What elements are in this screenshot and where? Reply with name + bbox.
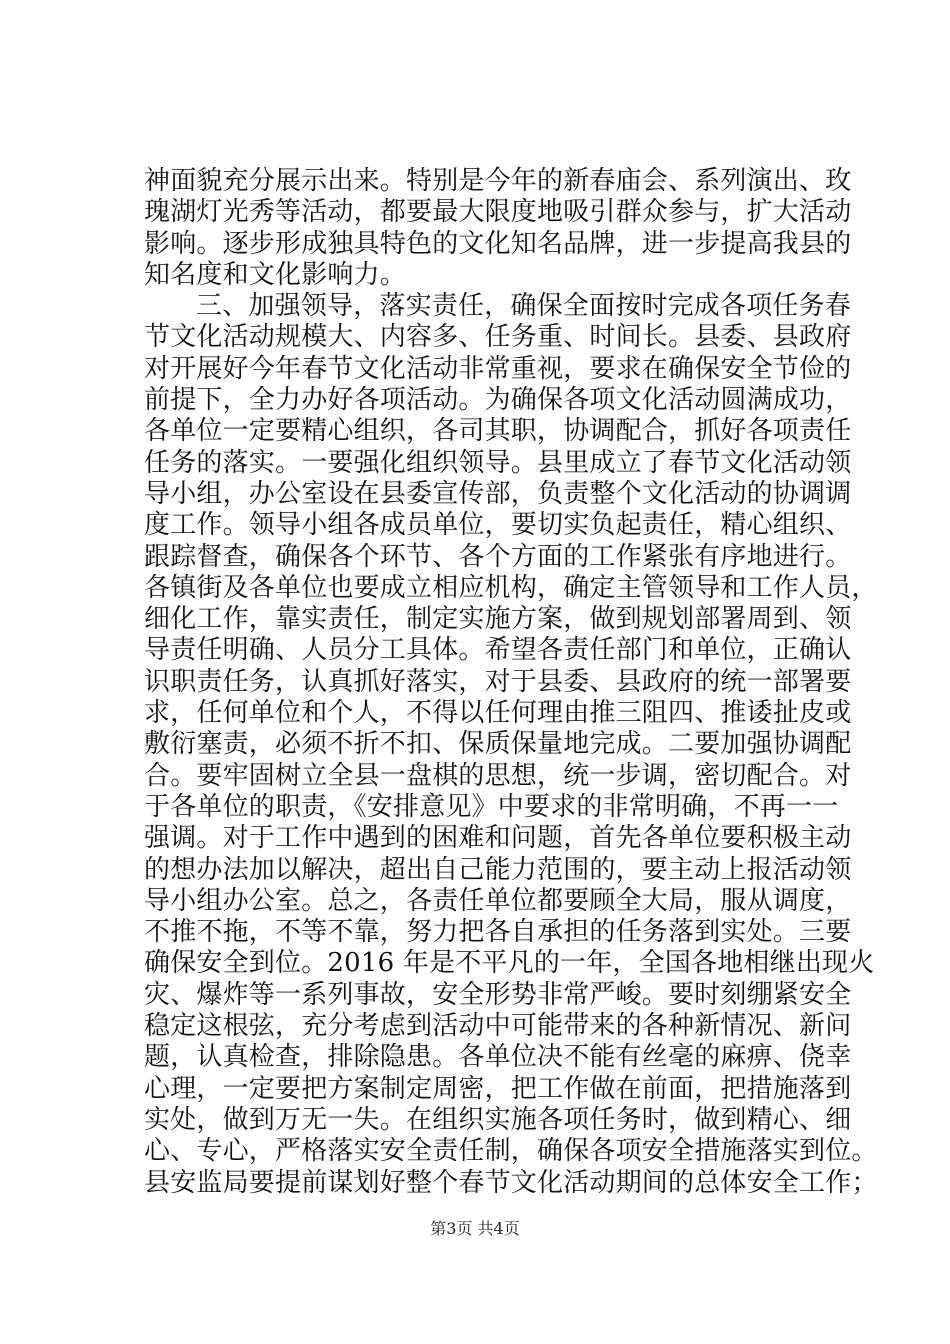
text-line: 度工作。领导小组各成员单位，要切实负起责任，精心组织、	[144, 510, 852, 541]
text-line: 神面貌充分展示出来。特别是今年的新春庙会、系列演出、玫	[144, 166, 852, 196]
text-line: 心理，一定要把方案制定周密，把工作做在前面，把措施落到	[144, 1073, 852, 1104]
paragraph-1	[144, 166, 852, 291]
text-line: 不推不拖，不等不靠，努力把各自承担的任务落到实处。三要	[144, 917, 852, 948]
text-line: 求，任何单位和个人，不得以任何理由推三阻四、推诿扯皮或	[144, 698, 852, 729]
text-line: 前提下，全力办好各项活动。为确保各项文化活动圆满成功，	[144, 385, 852, 416]
page-footer	[0, 1216, 950, 1239]
text-line: 三、加强领导，落实责任，确保全面按时完成各项任务春	[196, 291, 852, 322]
text-line: 导小组，办公室设在县委宣传部，负责整个文化活动的协调调	[144, 478, 852, 509]
text-line: 知名度和文化影响力。	[144, 259, 407, 290]
text-line: 各单位一定要精心组织，各司其职，协调配合，抓好各项责任	[144, 416, 852, 447]
text-line: 确保安全到位。2016 年是不平凡的一年，全国各地相继出现火	[144, 948, 875, 979]
text-line: 题，认真检查，排除隐患。各单位决不能有丝毫的麻痹、侥幸	[144, 1042, 852, 1073]
text-line: 县安监局要提前谋划好整个春节文化活动期间的总体安全工作；	[144, 1167, 878, 1198]
text-line: 实处，做到万无一失。在组织实施各项任务时，做到精心、细	[144, 1104, 852, 1135]
text-line: 对开展好今年春节文化活动非常重视，要求在确保安全节俭的	[144, 353, 852, 384]
text-line: 瑰湖灯光秀等活动，都要最大限度地吸引群众参与，扩大活动	[144, 197, 852, 228]
text-line: 灾、爆炸等一系列事故，安全形势非常严峻。要时刻绷紧安全	[144, 979, 852, 1010]
document-body	[144, 166, 878, 1199]
text-line: 于各单位的职责，《安排意见》中要求的非常明确，不再一一	[144, 791, 839, 822]
text-line: 导小组办公室。总之，各责任单位都要顾全大局，服从调度，	[144, 885, 852, 916]
text-line: 敷衍塞责，必须不折不扣、保质保量地完成。二要加强协调配	[144, 729, 852, 760]
text-line: 心、专心，严格落实安全责任制，确保各项安全措施落实到位。	[144, 1136, 878, 1167]
text-line: 导责任明确、人员分工具体。希望各责任部门和单位，正确认	[144, 635, 852, 666]
text-line: 强调。对于工作中遇到的困难和问题，首先各单位要积极主动	[144, 823, 852, 854]
text-line: 的想办法加以解决，超出自己能力范围的，要主动上报活动领	[144, 854, 852, 885]
text-line: 稳定这根弦，充分考虑到活动中可能带来的各种新情况、新问	[144, 1011, 852, 1042]
paragraph-2	[144, 291, 878, 1199]
text-line: 各镇街及各单位也要成立相应机构，确定主管领导和工作人员，	[144, 572, 878, 603]
text-line: 节文化活动规模大、内容多、任务重、时间长。县委、县政府	[144, 322, 852, 353]
text-line: 跟踪督查，确保各个环节、各个方面的工作紧张有序地进行。	[144, 541, 852, 572]
text-line: 任务的落实。一要强化组织领导。县里成立了春节文化活动领	[144, 447, 852, 478]
text-line: 合。要牢固树立全县一盘棋的思想，统一步调，密切配合。对	[144, 760, 852, 791]
text-line: 识职责任务，认真抓好落实，对于县委、县政府的统一部署要	[144, 666, 852, 697]
text-line: 影响。逐步形成独具特色的文化知名品牌，进一步提高我县的	[144, 228, 852, 259]
text-line: 细化工作，靠实责任，制定实施方案，做到规划部署周到、领	[144, 604, 852, 635]
page-number: 第3页 共4页	[430, 1219, 520, 1238]
